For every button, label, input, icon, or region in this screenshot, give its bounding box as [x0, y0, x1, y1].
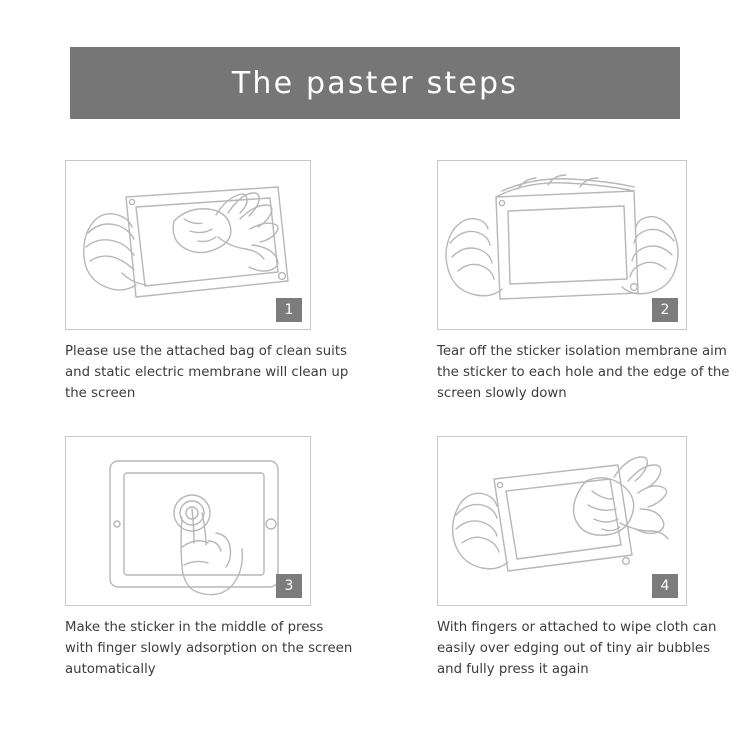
illustration-step-3 [66, 437, 310, 605]
step-caption: Tear off the sticker isolation membrane aim the sticker to each hole and the edge of the screen slowly down [437, 344, 730, 401]
step-2 [375, 160, 750, 404]
figure-squeeze-out-bubbles [437, 436, 687, 606]
header-banner [70, 47, 680, 119]
step-4 [375, 436, 750, 680]
step-1 [0, 160, 375, 404]
step-caption: Make the sticker in the middle of press with finger slowly adsorption on the screen automatically [65, 620, 353, 677]
step-3 [0, 436, 375, 680]
step-badge: 1 [276, 298, 302, 322]
step-badge: 2 [652, 298, 678, 322]
steps-row-2 [0, 436, 750, 680]
steps-row-1 [0, 160, 750, 404]
step-caption: With fingers or attached to wipe cloth can easily over edging out of tiny air bubbles and fully press it again [437, 620, 717, 677]
step-badge: 4 [652, 574, 678, 598]
illustration-step-2 [438, 161, 686, 329]
step-badge: 3 [276, 574, 302, 598]
figure-wipe-screen-with-cloth [65, 160, 311, 330]
step-caption: Please use the attached bag of clean suits and static electric membrane will clean up the screen [65, 344, 349, 401]
row-spacer [0, 404, 750, 436]
page-title: The paster steps [231, 65, 519, 101]
figure-peel-isolation-film [437, 160, 687, 330]
steps-grid [0, 160, 750, 680]
illustration-step-4 [438, 437, 686, 605]
figure-press-center-with-finger [65, 436, 311, 606]
illustration-step-1 [66, 161, 310, 329]
